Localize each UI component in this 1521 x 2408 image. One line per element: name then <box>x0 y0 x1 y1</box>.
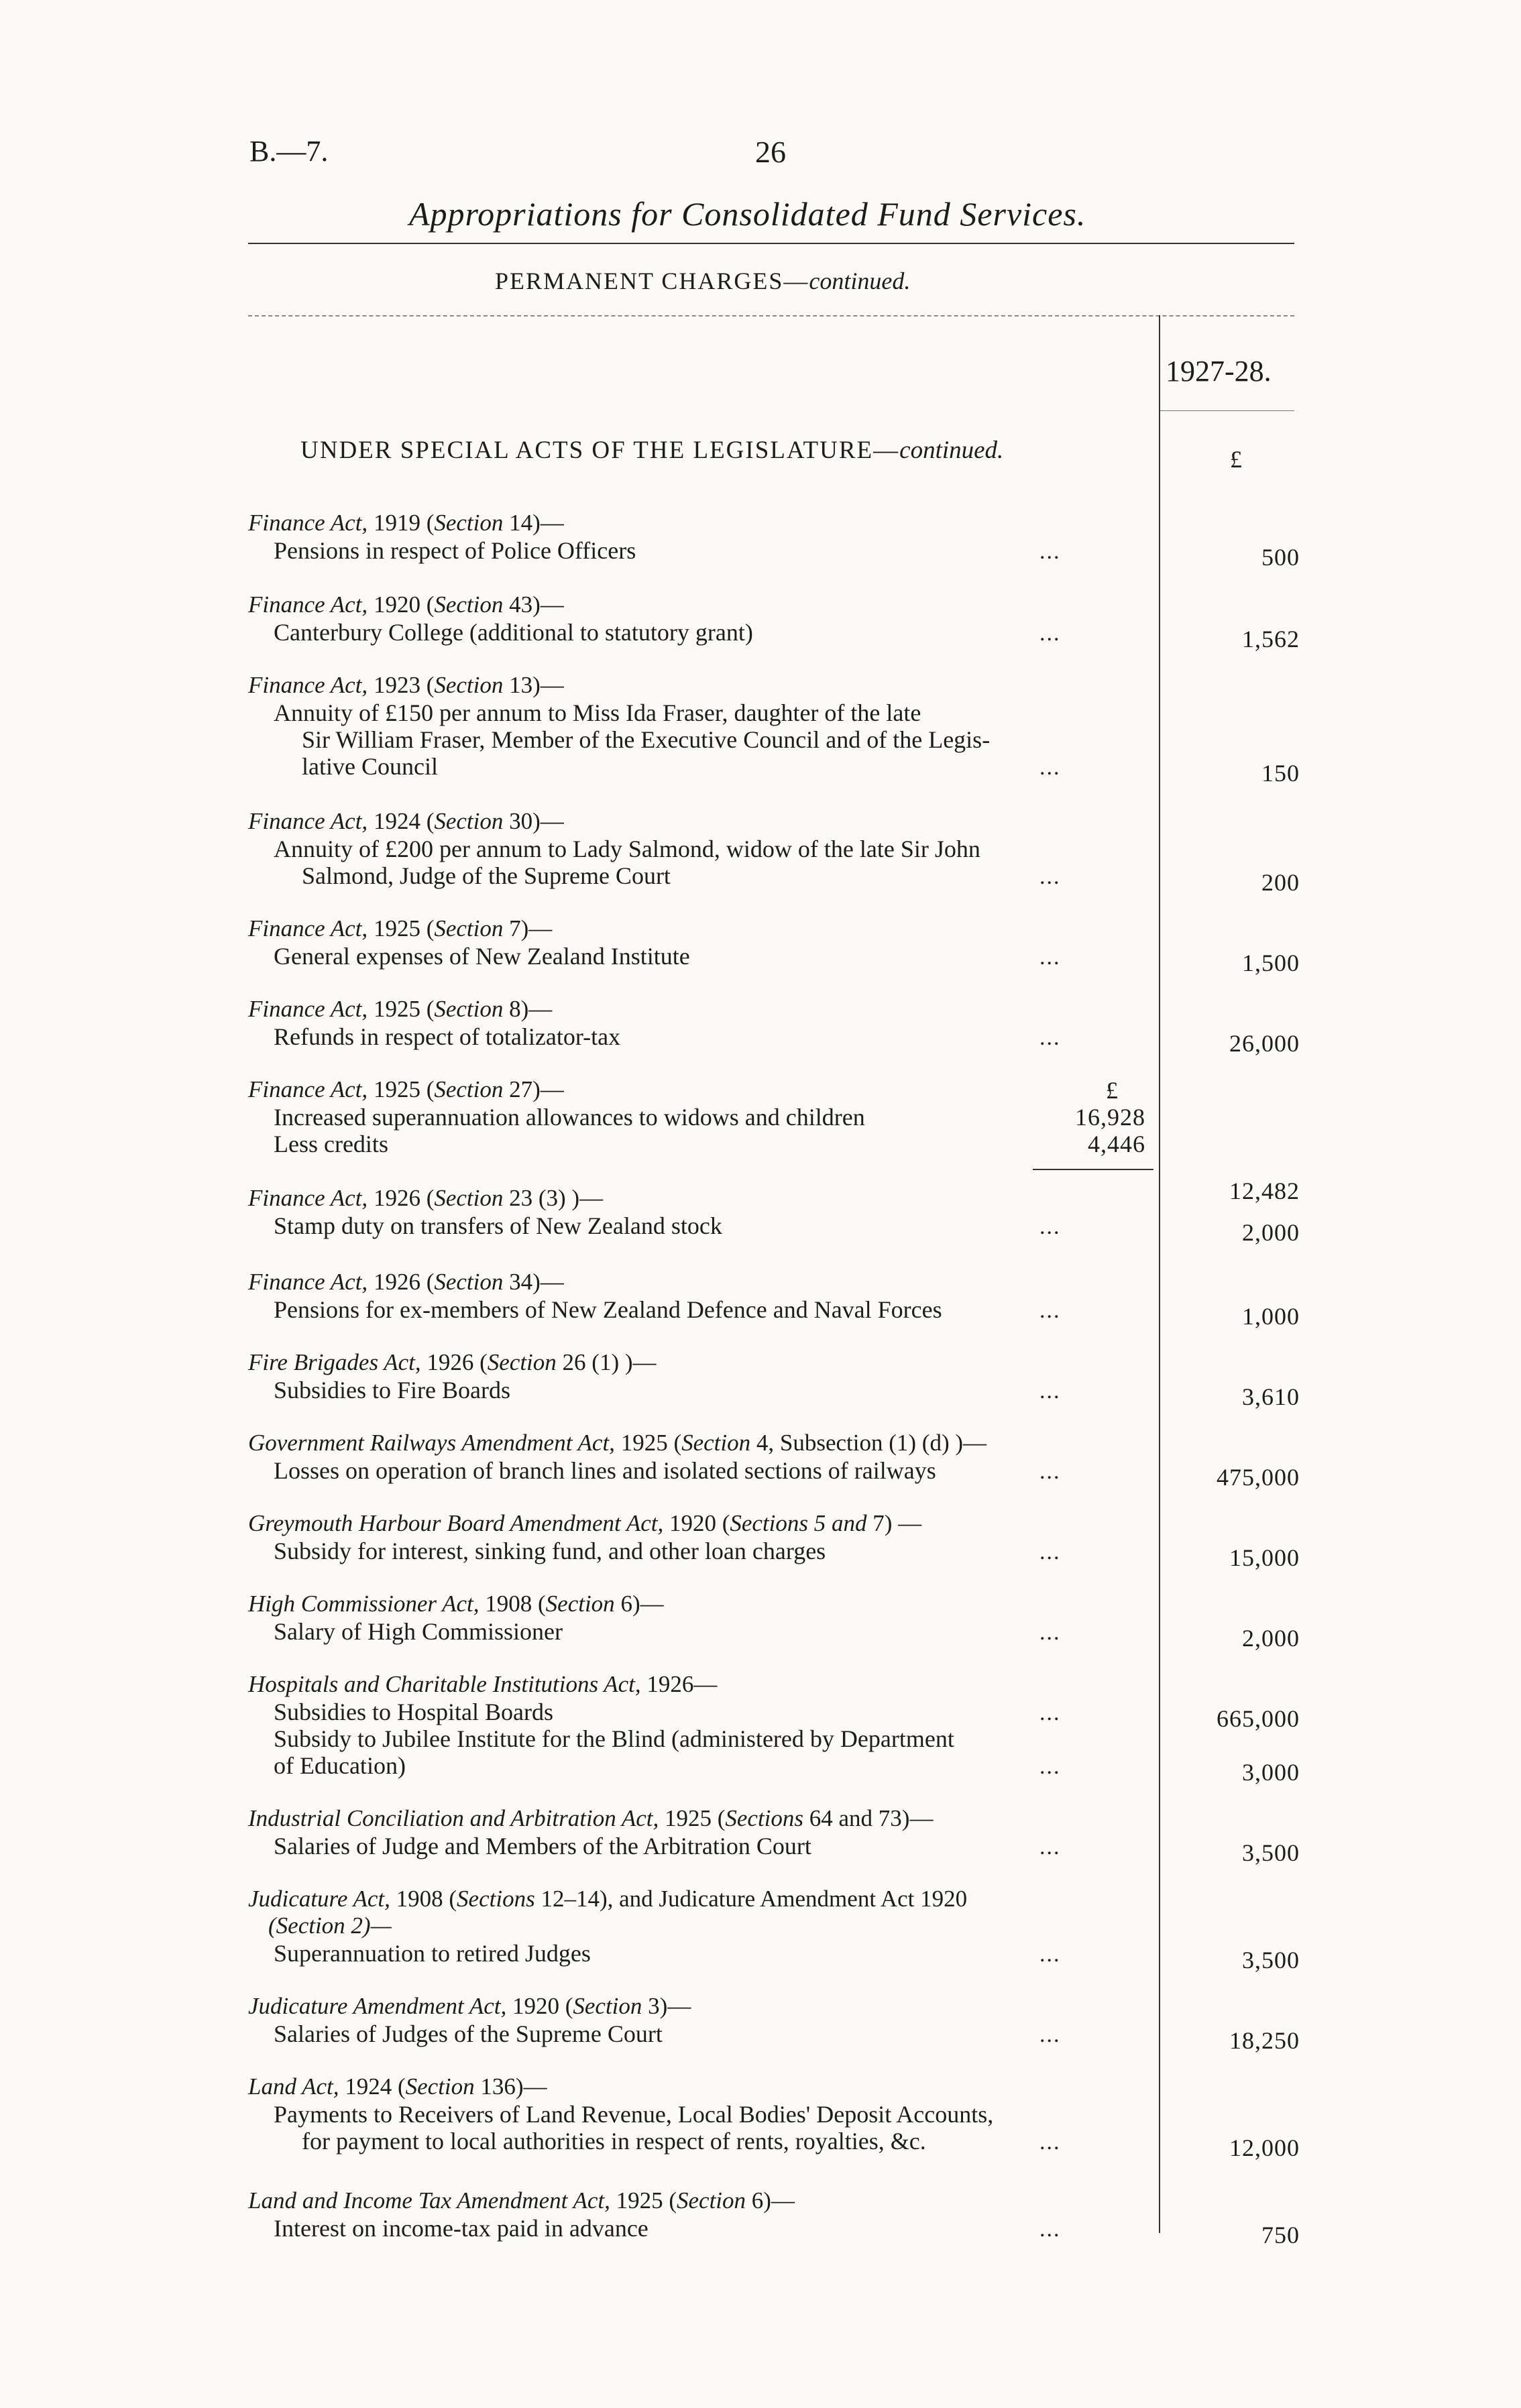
act-heading <box>248 808 564 835</box>
leader-dots: ... <box>1039 945 1061 970</box>
entry-description: Pensions for ex-members of New Zealand Defence and Naval Forces <box>274 1296 942 1323</box>
act-year: 1924 ( <box>345 2073 406 2100</box>
subheading-cont: continued. <box>899 437 1004 464</box>
section-heading-cont: continued. <box>809 268 911 294</box>
act-section-num: 7) — <box>872 1510 922 1536</box>
sub-currency: £ <box>1106 1077 1119 1104</box>
entry-description: Increased superannuation allowances to widows and children <box>274 1104 865 1131</box>
act-year: 1925 ( <box>664 1805 726 1831</box>
act-section-num: 136)— <box>480 2073 547 2100</box>
act-section-num: 6)— <box>620 1591 664 1617</box>
act-section-num: 13)— <box>509 672 564 698</box>
act-section-num: 64 and 73)— <box>809 1805 934 1831</box>
entry-description: Annuity of £150 per annum to Miss Ida Fraser, daughter of the late <box>274 699 921 726</box>
entry-description: Less credits <box>274 1131 388 1157</box>
act-heading <box>248 2073 547 2100</box>
act-heading <box>248 1430 987 1456</box>
act-section: Section <box>677 2187 746 2214</box>
act-section-num: 8)— <box>509 996 553 1022</box>
act-section-num: 4, Subsection (1) (d) )— <box>756 1430 987 1456</box>
act-name: Finance Act, <box>248 510 368 536</box>
entry-amount: 150 <box>1261 760 1300 787</box>
entry-description: of Education) <box>274 1752 406 1779</box>
leader-dots: ... <box>1039 621 1061 646</box>
leader-dots: ... <box>1039 1701 1061 1725</box>
act-name: Finance Act, <box>248 1269 368 1295</box>
act-section-num: 23 (3) )— <box>509 1185 604 1211</box>
leader-dots: ... <box>1039 1942 1061 1967</box>
entry-amount: 200 <box>1261 869 1300 896</box>
act-heading <box>248 1591 664 1617</box>
leader-dots: ... <box>1039 1379 1061 1403</box>
act-year: 1920 ( <box>373 591 435 618</box>
act-name: Finance Act, <box>248 808 368 834</box>
act-name: Hospitals and Charitable Institutions Act, <box>248 1671 641 1697</box>
page-title: Appropriations for Consolidated Fund Services. <box>409 195 1086 233</box>
act-heading <box>248 1349 657 1376</box>
leader-dots: ... <box>1039 1540 1061 1564</box>
act-heading <box>248 591 564 618</box>
act-year: 1908 ( <box>485 1591 546 1617</box>
sub-amount: 4,446 <box>1088 1131 1145 1157</box>
leader-dots: ... <box>1039 755 1061 780</box>
leader-dots: ... <box>1039 1835 1061 1859</box>
leader-dots: ... <box>1039 1754 1061 1779</box>
entry-amount: 2,000 <box>1242 1219 1300 1246</box>
act-section: Section <box>405 2073 475 2100</box>
act-section: Section <box>434 1185 504 1211</box>
act-section: Section <box>434 591 504 618</box>
act-section-num: 12–14), and Judicature Amendment Act 1920 <box>541 1886 968 1912</box>
column-divider <box>1159 315 1160 2233</box>
act-heading <box>248 1185 603 1212</box>
act-name: Greymouth Harbour Board Amendment Act, <box>248 1510 664 1536</box>
entry-description: Subsidies to Fire Boards <box>274 1377 511 1403</box>
entry-amount: 750 <box>1261 2222 1300 2248</box>
entry-amount: 26,000 <box>1229 1030 1300 1057</box>
act-section: Section <box>434 510 504 536</box>
act-section-num: 6)— <box>751 2187 795 2214</box>
act-year: 1924 ( <box>373 808 435 834</box>
entry-description: for payment to local authorities in respect of rents, royalties, &c. <box>302 2128 926 2155</box>
entry-description: Canterbury College (additional to statutory grant) <box>274 619 753 646</box>
leader-dots: ... <box>1039 864 1061 889</box>
entry-amount: 500 <box>1261 544 1300 571</box>
entry-amount: 12,000 <box>1229 2134 1300 2161</box>
act-year: 1923 ( <box>373 672 435 698</box>
entry-amount: 18,250 <box>1229 2027 1300 2054</box>
act-section-num: 30)— <box>509 808 564 834</box>
entry-amount: 15,000 <box>1229 1544 1300 1571</box>
entry-amount: 1,000 <box>1242 1303 1300 1330</box>
subheading <box>300 436 1003 465</box>
act-name: Finance Act, <box>248 591 368 618</box>
currency-symbol: £ <box>1230 446 1242 473</box>
act-heading <box>248 1805 933 1832</box>
entry-description: Interest on income-tax paid in advance <box>274 2215 649 2242</box>
year-rule <box>1160 410 1294 411</box>
entry-description: Sir William Fraser, Member of the Executive Council and of the Legis- <box>302 726 991 753</box>
entry-description: Superannuation to retired Judges <box>274 1940 591 1967</box>
year-column-header: 1927-28. <box>1166 355 1272 388</box>
act-heading <box>248 672 564 699</box>
act-name: Finance Act, <box>248 996 368 1022</box>
entry-description: Subsidy for interest, sinking fund, and other loan charges <box>274 1538 826 1564</box>
act-name: Finance Act, <box>248 1185 368 1211</box>
act-heading <box>248 1269 564 1296</box>
act-name: Land and Income Tax Amendment Act, <box>248 2187 610 2214</box>
act-section: Sections <box>725 1805 804 1831</box>
entry-description: General expenses of New Zealand Institute <box>274 943 690 970</box>
act-year: 1926 ( <box>373 1269 435 1295</box>
leader-dots: ... <box>1039 1459 1061 1484</box>
act-year: 1925 ( <box>373 996 435 1022</box>
act-section: Section <box>434 996 504 1022</box>
act-section: Sections <box>457 1886 535 1912</box>
act-section: Section <box>434 808 504 834</box>
act-section-num: 27)— <box>509 1076 564 1102</box>
act-section: Section <box>573 1993 642 2019</box>
act-year: 1920 ( <box>512 1993 573 2019</box>
act-section: Section <box>434 915 504 941</box>
act-year: 1925 ( <box>373 915 435 941</box>
act-name: Finance Act, <box>248 915 368 941</box>
act-year: 1925 ( <box>620 1430 682 1456</box>
act-heading <box>248 1993 691 2020</box>
entry-description: Salaries of Judges of the Supreme Court <box>274 2020 663 2047</box>
act-heading <box>248 915 552 942</box>
act-heading <box>248 1076 564 1103</box>
act-name: Government Railways Amendment Act, <box>248 1430 615 1456</box>
act-section: Section <box>487 1349 557 1375</box>
act-year: 1920 ( <box>669 1510 730 1536</box>
entry-description: Pensions in respect of Police Officers <box>274 537 636 564</box>
act-heading <box>248 1886 967 1912</box>
entry-amount: 12,482 <box>1229 1178 1300 1204</box>
act-section: Section <box>681 1430 751 1456</box>
title-rule <box>248 243 1294 244</box>
act-name: Industrial Conciliation and Arbitration Act, <box>248 1805 659 1831</box>
section-heading <box>495 267 910 295</box>
act-heading <box>248 1510 921 1537</box>
act-section-num: 3)— <box>648 1993 691 2019</box>
leader-dots: ... <box>1039 2130 1061 2155</box>
entry-description: Refunds in respect of totalizator-tax <box>274 1023 621 1050</box>
act-heading <box>248 2187 795 2214</box>
leader-dots: ... <box>1039 539 1061 564</box>
sub-amount: 16,928 <box>1075 1104 1145 1131</box>
act-name: Judicature Amendment Act, <box>248 1993 507 2019</box>
leader-dots: ... <box>1039 2022 1061 2047</box>
act-year: 1926 ( <box>427 1349 488 1375</box>
act-section-num: 7)— <box>509 915 553 941</box>
act-year: 1919 ( <box>373 510 435 536</box>
entry-amount: 1,562 <box>1242 626 1300 652</box>
sub-total-rule <box>1033 1169 1153 1170</box>
entry-description: Salaries of Judge and Members of the Arbitration Court <box>274 1833 811 1859</box>
entry-description: Salary of High Commissioner <box>274 1618 563 1645</box>
leader-dots: ... <box>1039 1298 1061 1323</box>
act-section-num: 26 (1) )— <box>562 1349 657 1375</box>
act-heading <box>248 1671 717 1698</box>
entry-description: Stamp duty on transfers of New Zealand stock <box>274 1212 722 1239</box>
entry-amount: 3,500 <box>1242 1947 1300 1973</box>
act-section: Sections 5 and <box>730 1510 867 1536</box>
section-rule <box>248 315 1294 317</box>
act-year: 1925 ( <box>373 1076 435 1102</box>
entry-amount: 1,500 <box>1242 950 1300 976</box>
section-heading-text: PERMANENT CHARGES— <box>495 268 809 294</box>
leader-dots: ... <box>1039 2217 1061 2242</box>
entry-amount: 3,500 <box>1242 1839 1300 1866</box>
act-section-num: 34)— <box>509 1269 564 1295</box>
entry-description: Salmond, Judge of the Supreme Court <box>302 862 671 889</box>
act-year: 1925 ( <box>616 2187 677 2214</box>
entry-amount: 2,000 <box>1242 1625 1300 1652</box>
act-name: Judicature Act, <box>248 1886 390 1912</box>
entry-amount: 3,610 <box>1242 1383 1300 1410</box>
act-section: Section <box>545 1591 615 1617</box>
act-section: Section <box>434 1076 504 1102</box>
act-name: High Commissioner Act, <box>248 1591 480 1617</box>
act-year: 1926 ( <box>373 1185 435 1211</box>
act-section: Section <box>434 1269 504 1295</box>
entry-description: Losses on operation of branch lines and isolated sections of railways <box>274 1457 936 1484</box>
entry-amount: 475,000 <box>1217 1464 1300 1491</box>
leader-dots: ... <box>1039 1214 1061 1239</box>
entry-description: Subsidy to Jubilee Institute for the Blind (administered by Department <box>274 1725 954 1752</box>
document-code: B.—7. <box>249 135 329 168</box>
act-name: Fire Brigades Act, <box>248 1349 421 1375</box>
act-heading <box>248 996 552 1023</box>
entry-description: Subsidies to Hospital Boards <box>274 1699 554 1725</box>
entry-description: Payments to Receivers of Land Revenue, Local Bodies' Deposit Accounts, <box>274 2101 994 2128</box>
act-section-num: 43)— <box>509 591 564 618</box>
entry-amount: 665,000 <box>1217 1705 1300 1732</box>
entry-description: lative Council <box>302 753 438 780</box>
act-year: 1926— <box>646 1671 718 1697</box>
act-name: Finance Act, <box>248 1076 368 1102</box>
act-name: Land Act, <box>248 2073 339 2100</box>
act-section: Section <box>434 672 504 698</box>
act-heading-cont: (Section 2)— <box>268 1912 392 1939</box>
subheading-text: UNDER SPECIAL ACTS OF THE LEGISLATURE— <box>300 437 900 464</box>
entry-amount: 3,000 <box>1242 1759 1300 1786</box>
act-name: Finance Act, <box>248 672 368 698</box>
page-number: 26 <box>755 135 786 169</box>
leader-dots: ... <box>1039 1620 1061 1645</box>
leader-dots: ... <box>1039 1025 1061 1050</box>
act-heading <box>248 510 564 536</box>
act-section-num: 14)— <box>509 510 564 536</box>
act-year: 1908 ( <box>396 1886 457 1912</box>
entry-description: Annuity of £200 per annum to Lady Salmond, widow of the late Sir John <box>274 836 980 862</box>
